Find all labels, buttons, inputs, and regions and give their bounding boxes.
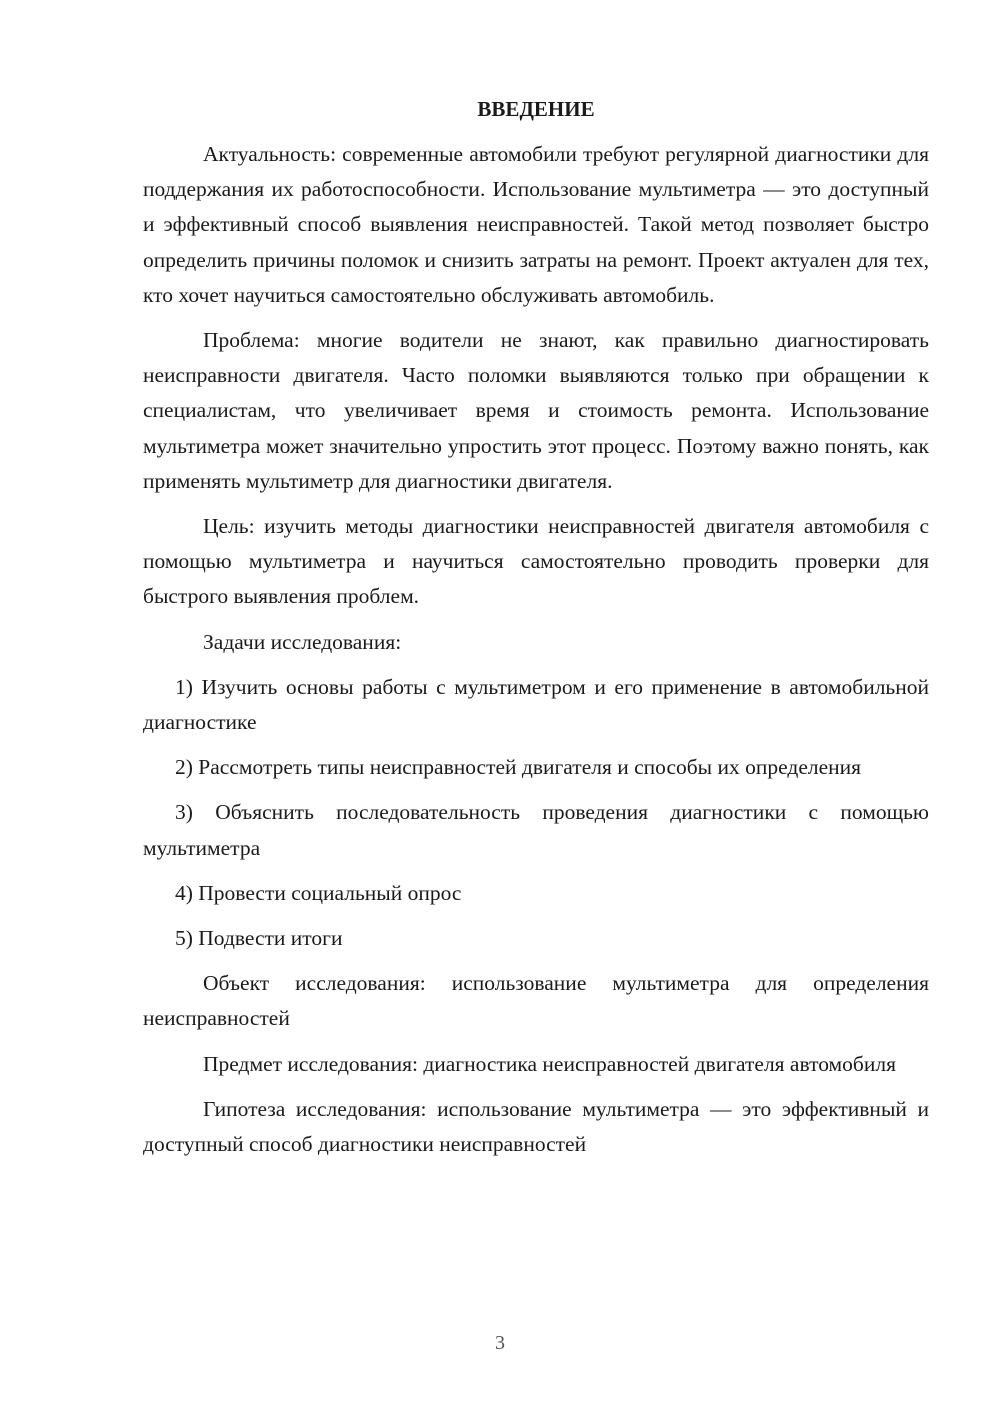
relevance-paragraph: Актуальность: современные автомобили требуют регулярной диагностики для поддержания их работоспособности. Использование мультиметра — это доступный и эффективный способ выявления неисправностей. Такой метод позволяет быстро определить причины поломок и снизить затраты на ремонт. Проект актуален для тех, кто хочет научиться самостоятельно обслуживать автомобиль. (143, 142, 929, 307)
task-item-1: 1) Изучить основы работы с мультиметром и его применение в автомобильной диагностике (143, 674, 929, 735)
subject-paragraph: Предмет исследования: диагностика неисправностей двигателя автомобиля (203, 1051, 896, 1076)
object-paragraph: Объект исследования: использование мультиметра для определения неисправностей (143, 971, 929, 1031)
task-item-3: 3) Объяснить последовательность проведения диагностики с помощью мультиметра (143, 800, 929, 860)
page-content (143, 92, 929, 1172)
tasks-heading: Задачи исследования: (203, 629, 402, 654)
hypothesis-paragraph: Гипотеза исследования: использование мультиметра — это эффективный и доступный способ диагностики неисправностей (143, 1096, 929, 1157)
task-item-5: 5) Подвести итоги (175, 926, 343, 951)
page-number: 3 (495, 1332, 505, 1354)
problem-paragraph: Проблема: многие водители не знают, как правильно диагностировать неисправности двигателя. Часто поломки выявляются только при обращении к специалистам, что увеличивает время и стоимость ремонта. Использование мультиметра может значительно упростить этот процесс. Поэтому важно понять, как применять мультиметр для диагностики двигателя. (143, 328, 929, 493)
task-item-2: 2) Рассмотреть типы неисправностей двигателя и способы их определения (175, 755, 862, 780)
page-title: ВВЕДЕНИЕ (477, 97, 595, 121)
goal-paragraph: Цель: изучить методы диагностики неисправностей двигателя автомобиля с помощью мультиметра и научиться самостоятельно проводить проверки для быстрого выявления проблем. (143, 514, 929, 609)
task-item-4: 4) Провести социальный опрос (175, 880, 462, 905)
